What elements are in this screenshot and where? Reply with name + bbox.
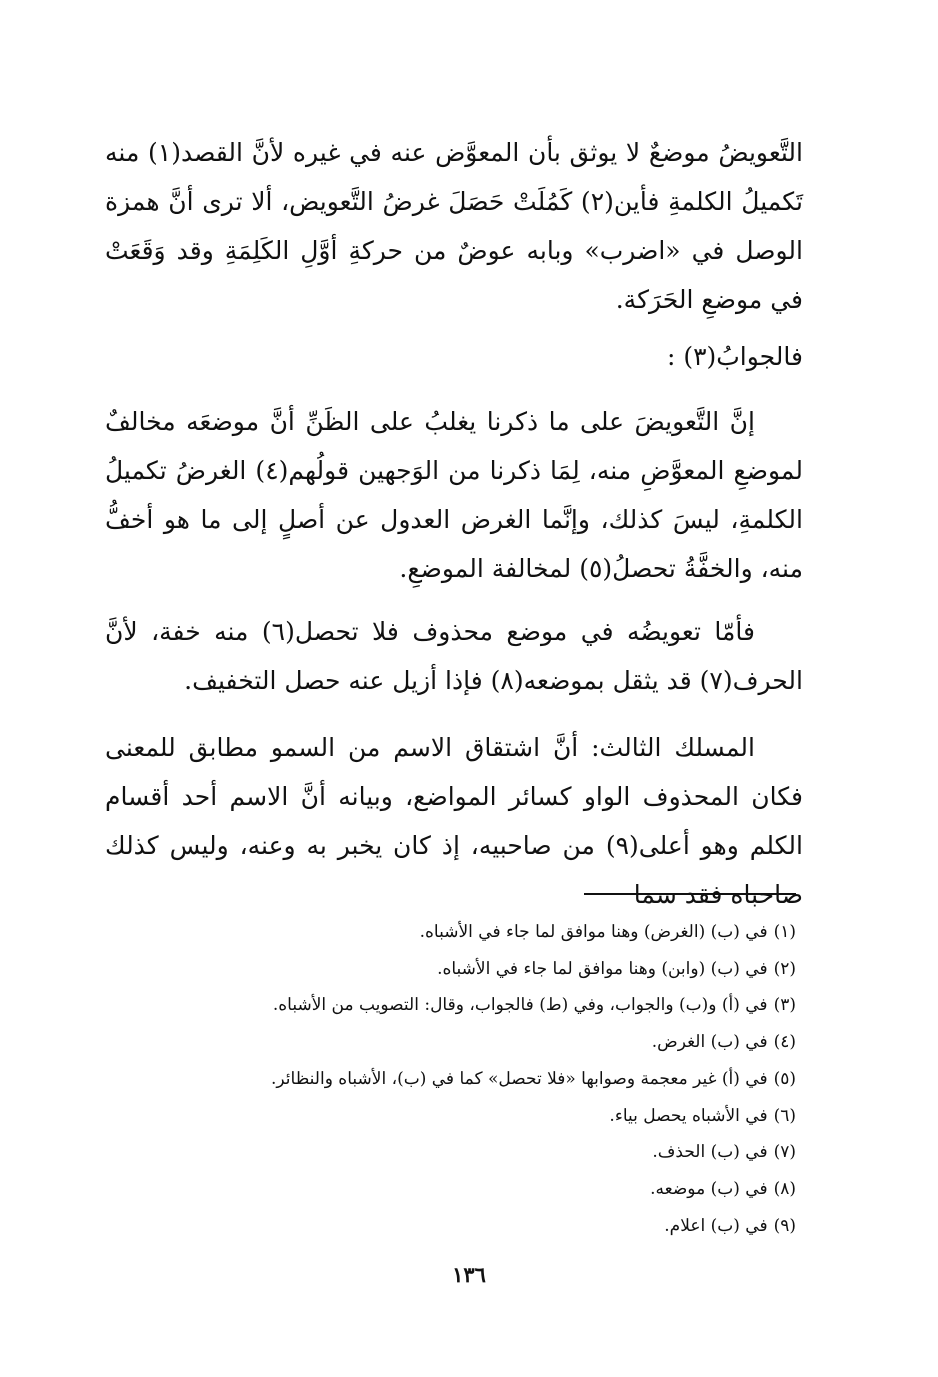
paragraph: فأمّا تعويضُه في موضع محذوف فلا تحصل(٦) منه خفة، لأنَّ الحرف(٧) قد يثقل بموضعه(٨) فإذا أزيل عنه حصل التخفيف. <box>105 617 803 695</box>
paragraph: التَّعويضُ موضعٌ لا يوثق بأن المعوَّض عنه في غيره لأنَّ القصد(١) منه تَكميلُ الكلمةِ فأين(٢) كَمُلَتْ حَصَلَ غرضُ التَّعويض، ألا ترى أنَّ همزة الوصل في «اضرب» وبابه عوضٌ من حركةِ أوَّلِ الكَلِمَةِ وقد وَقَعَتْ في موضعِ الحَرَكة. <box>105 138 804 314</box>
footnote-item <box>96 914 796 951</box>
footnote-number: (٧) <box>773 1142 796 1163</box>
footnote-number: (٦) <box>773 1105 796 1126</box>
footnote-text: في (أ) غير معجمة وصوابها «فلا تحصل» كما في (ب)، الأشباه والنظائر. <box>271 1068 768 1089</box>
footnote-divider <box>584 893 796 895</box>
footnote-text: في الأشباه يحصل بياء. <box>609 1105 768 1126</box>
footnote-text: في (ب) اعلام. <box>664 1215 768 1236</box>
footnote-item <box>96 1208 796 1245</box>
answer-heading: فالجوابُ(٣) : <box>666 342 803 371</box>
footnote-number: (١) <box>773 922 796 942</box>
footnote-number: (٨) <box>773 1178 796 1199</box>
footnote-item <box>96 1061 796 1098</box>
footnote-number: (٩) <box>773 1215 796 1236</box>
footnote-item <box>96 1134 796 1171</box>
page-number: ١٣٦ <box>452 1262 486 1287</box>
paragraph: إنَّ التَّعويضَ على ما ذكرنا يغلبُ على الظَنِّ أنَّ موضعَه مخالفٌ لموضعِ المعوَّضِ منه، لِمَا ذكرنا من الوَجهين قولُهم(٤) الغرضُ تكميلُ الكلمةِ، ليسَ كذلك، وإنَّما الغرض العدول عن أصلٍ إلى ما هو أخفُّ منه، والخفَّةُ تحصلُ(٥) لمخالفة الموضعِ. <box>105 407 804 583</box>
footnote-item <box>96 951 796 988</box>
paragraph: المسلك الثالث: أنَّ اشتقاق الاسم من السمو مطابق للمعنى فكان المحذوف الواو كسائر المواضع، وبيانه أنَّ الاسم أحد أقسام الكلم وهو أعلى(٩) من صاحبيه، إذ كان يخبر به وعنه، وليس كذلك صاحباه فقد سما <box>105 733 803 909</box>
footnote-item <box>96 1098 796 1135</box>
footnote-text: في (ب) (وابن) وهنا موافق لما جاء في الأشباه. <box>437 958 768 979</box>
footnote-text: في (أ) و(ب) والجواب، وفي (ط) فالجواب، وقال: التصويب من الأشباه. <box>272 995 768 1016</box>
main-text-block <box>105 128 803 919</box>
footnote-item <box>96 987 796 1024</box>
footnote-number: (٥) <box>773 1068 796 1089</box>
footnote-text: في (ب) موضعه. <box>650 1178 768 1199</box>
footnotes-list <box>96 914 796 1244</box>
footnote-number: (٤) <box>773 1032 796 1053</box>
footnote-text: في (ب) (الغرض) وهنا موافق لما جاء في الأشباه. <box>419 922 768 942</box>
footnote-item <box>96 1024 796 1061</box>
footnote-number: (٢) <box>773 958 796 979</box>
footnote-text: في (ب) الغرض. <box>651 1032 768 1053</box>
footnote-text: في (ب) الحذف. <box>652 1142 768 1163</box>
footnote-number: (٣) <box>773 995 796 1016</box>
footnote-item <box>96 1171 796 1208</box>
